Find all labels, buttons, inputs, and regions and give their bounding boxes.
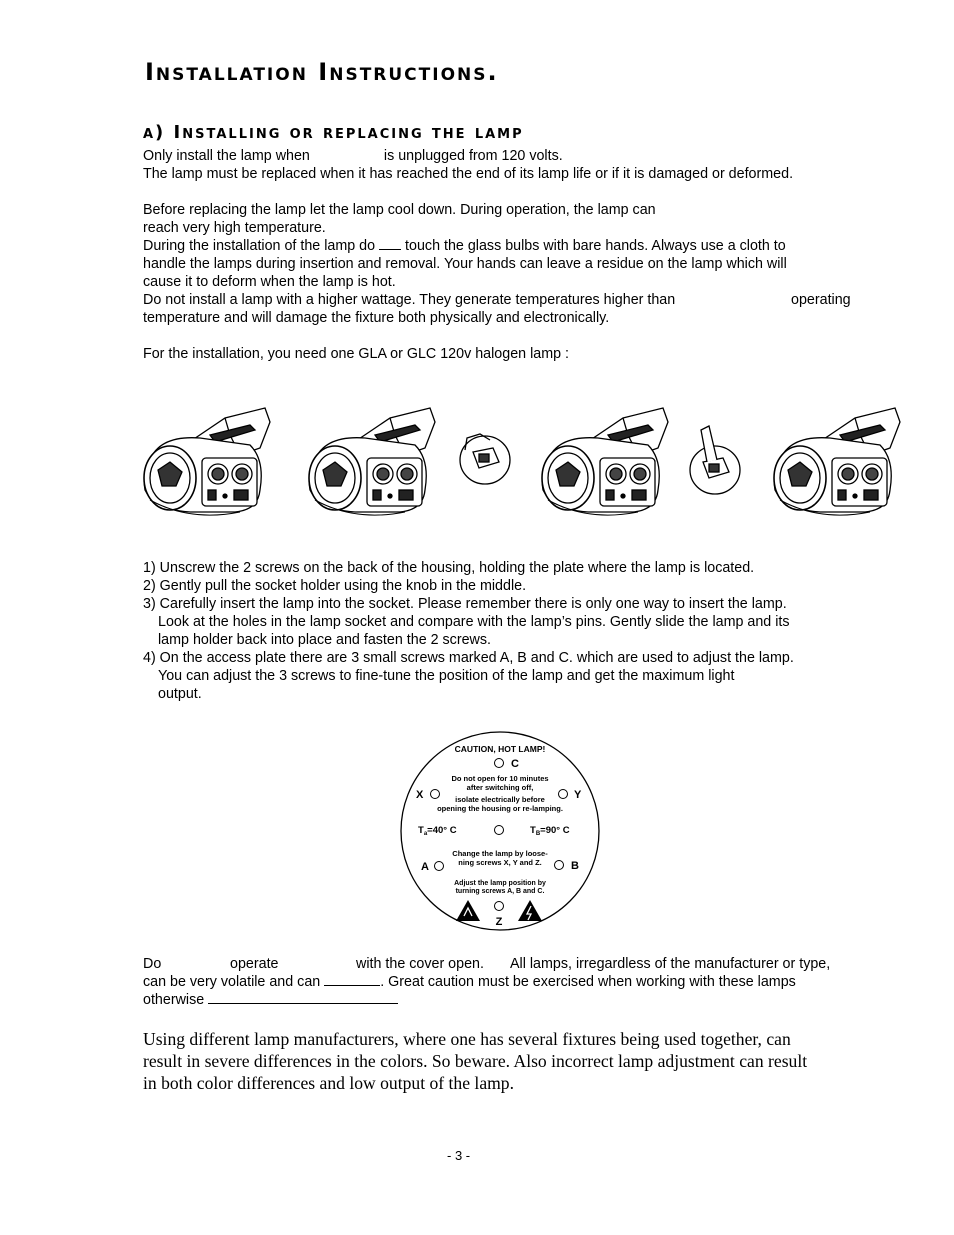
intro-line: reach very high temperature. — [143, 220, 326, 236]
warning-line: Do not open for 10 minutes — [451, 774, 549, 783]
screw-x-label: X — [416, 789, 424, 801]
caution-text: can be very volatile and can — [143, 974, 321, 990]
intro-line — [143, 147, 563, 165]
intro-line: Before replacing the lamp let the lamp cool down. During operation, the lamp can — [143, 202, 656, 218]
step-4: 4) On the access plate there are 3 small screws marked A, B and C. which are used to adjust the lamp. — [143, 650, 794, 666]
intro-line: handle the lamps during insertion and removal. Your hands can leave a residue on the lamp which will — [143, 256, 787, 272]
fixture-step-2 — [309, 408, 435, 515]
intro-line: temperature and will damage the fixture both physically and electronically. — [143, 310, 610, 326]
blank-line — [379, 249, 401, 250]
caution-text: . Great caution must be exercised when working with these lamps — [380, 974, 796, 990]
change-line: ning screws X, Y and Z. — [458, 858, 542, 867]
intro-text: touch the glass bulbs with bare hands. Always use a cloth to — [405, 238, 786, 254]
access-plate-diagram — [398, 728, 602, 938]
blank-line — [324, 985, 380, 986]
screw-y-label: Y — [574, 789, 582, 801]
fixture-step-4 — [774, 408, 900, 515]
screw-z-label: Z — [495, 916, 503, 928]
intro-text: During the installation of the lamp do — [143, 238, 376, 254]
step-4-cont: output. — [158, 686, 202, 702]
intro-line: operating — [791, 292, 851, 308]
intro-line: cause it to deform when the lamp is hot. — [143, 274, 396, 290]
step-3-cont: Look at the holes in the lamp socket and compare with the lamp’s pins. Gently slide the lamp and its — [158, 614, 790, 630]
section-heading: a) Installing or replacing the lamp — [143, 122, 524, 143]
adjust-line: Adjust the lamp position by — [454, 880, 546, 887]
closing-line: in both color differences and low output of the lamp. — [143, 1073, 515, 1093]
step-1: 1) Unscrew the 2 screws on the back of the housing, holding the plate where the lamp is located. — [143, 560, 755, 576]
fixture-step-3 — [542, 408, 668, 515]
fixture-step-1 — [144, 408, 270, 515]
socket-holder-2 — [690, 426, 740, 494]
intro-text: is unplugged from 120 volts. — [383, 148, 563, 164]
change-line: Change the lamp by loose- — [452, 849, 548, 858]
adjust-line: turning screws A, B and C. — [455, 888, 545, 895]
intro-line: Do not install a lamp with a higher wattage. They generate temperatures higher than — [143, 292, 676, 308]
socket-holder-1 — [460, 434, 510, 484]
temp-a-label: $T_a=40^\circ$ C — [418, 825, 457, 837]
closing-line: Using different lamp manufacturers, where one has several fixtures being used together, can — [143, 1029, 791, 1049]
warning-line: after switching off, — [466, 783, 534, 792]
closing-line: result in severe differences in the colors. So beware. Also incorrect lamp adjustment can result — [143, 1051, 808, 1071]
intro-line: The lamp must be replaced when it has reached the end of its lamp life or if it is damaged or deformed. — [143, 166, 794, 182]
caution-text: otherwise — [143, 992, 205, 1008]
step-4-cont: You can adjust the 3 screws to fine-tune the position of the lamp and get the maximum light — [158, 668, 735, 684]
caution-line: operate — [230, 956, 279, 972]
intro-text: Only install the lamp when — [143, 148, 310, 164]
warning-line: isolate electrically before — [455, 795, 545, 804]
caution-label: CAUTION, HOT LAMP! — [454, 744, 546, 754]
screw-c-label: C — [511, 758, 519, 770]
caution-line: with the cover open. — [356, 956, 484, 972]
page-number: - 3 - — [447, 1148, 471, 1163]
step-3-cont: lamp holder back into place and fasten the 2 screws. — [158, 632, 491, 648]
screw-b-label: B — [571, 860, 579, 872]
intro-line: For the installation, you need one GLA or GLC 120v halogen lamp : — [143, 346, 569, 362]
fixture-illustrations — [130, 400, 910, 530]
caution-line: Do — [143, 956, 162, 972]
caution-line — [143, 991, 398, 1009]
screw-a-label: A — [421, 861, 429, 873]
caution-line: All lamps, irregardless of the manufacturer or type, — [510, 956, 831, 972]
step-3: 3) Carefully insert the lamp into the socket. Please remember there is only one way to insert the lamp. — [143, 596, 787, 612]
intro-line — [143, 237, 786, 255]
temp-b-label: $T_B=90^\circ$ C — [530, 825, 570, 837]
step-2: 2) Gently pull the socket holder using the knob in the middle. — [143, 578, 527, 594]
blank-line — [208, 1003, 398, 1004]
caution-line — [143, 973, 796, 991]
page-title: Installation Instructions. — [145, 58, 499, 86]
warning-line: opening the housing or re-lamping. — [437, 804, 563, 813]
